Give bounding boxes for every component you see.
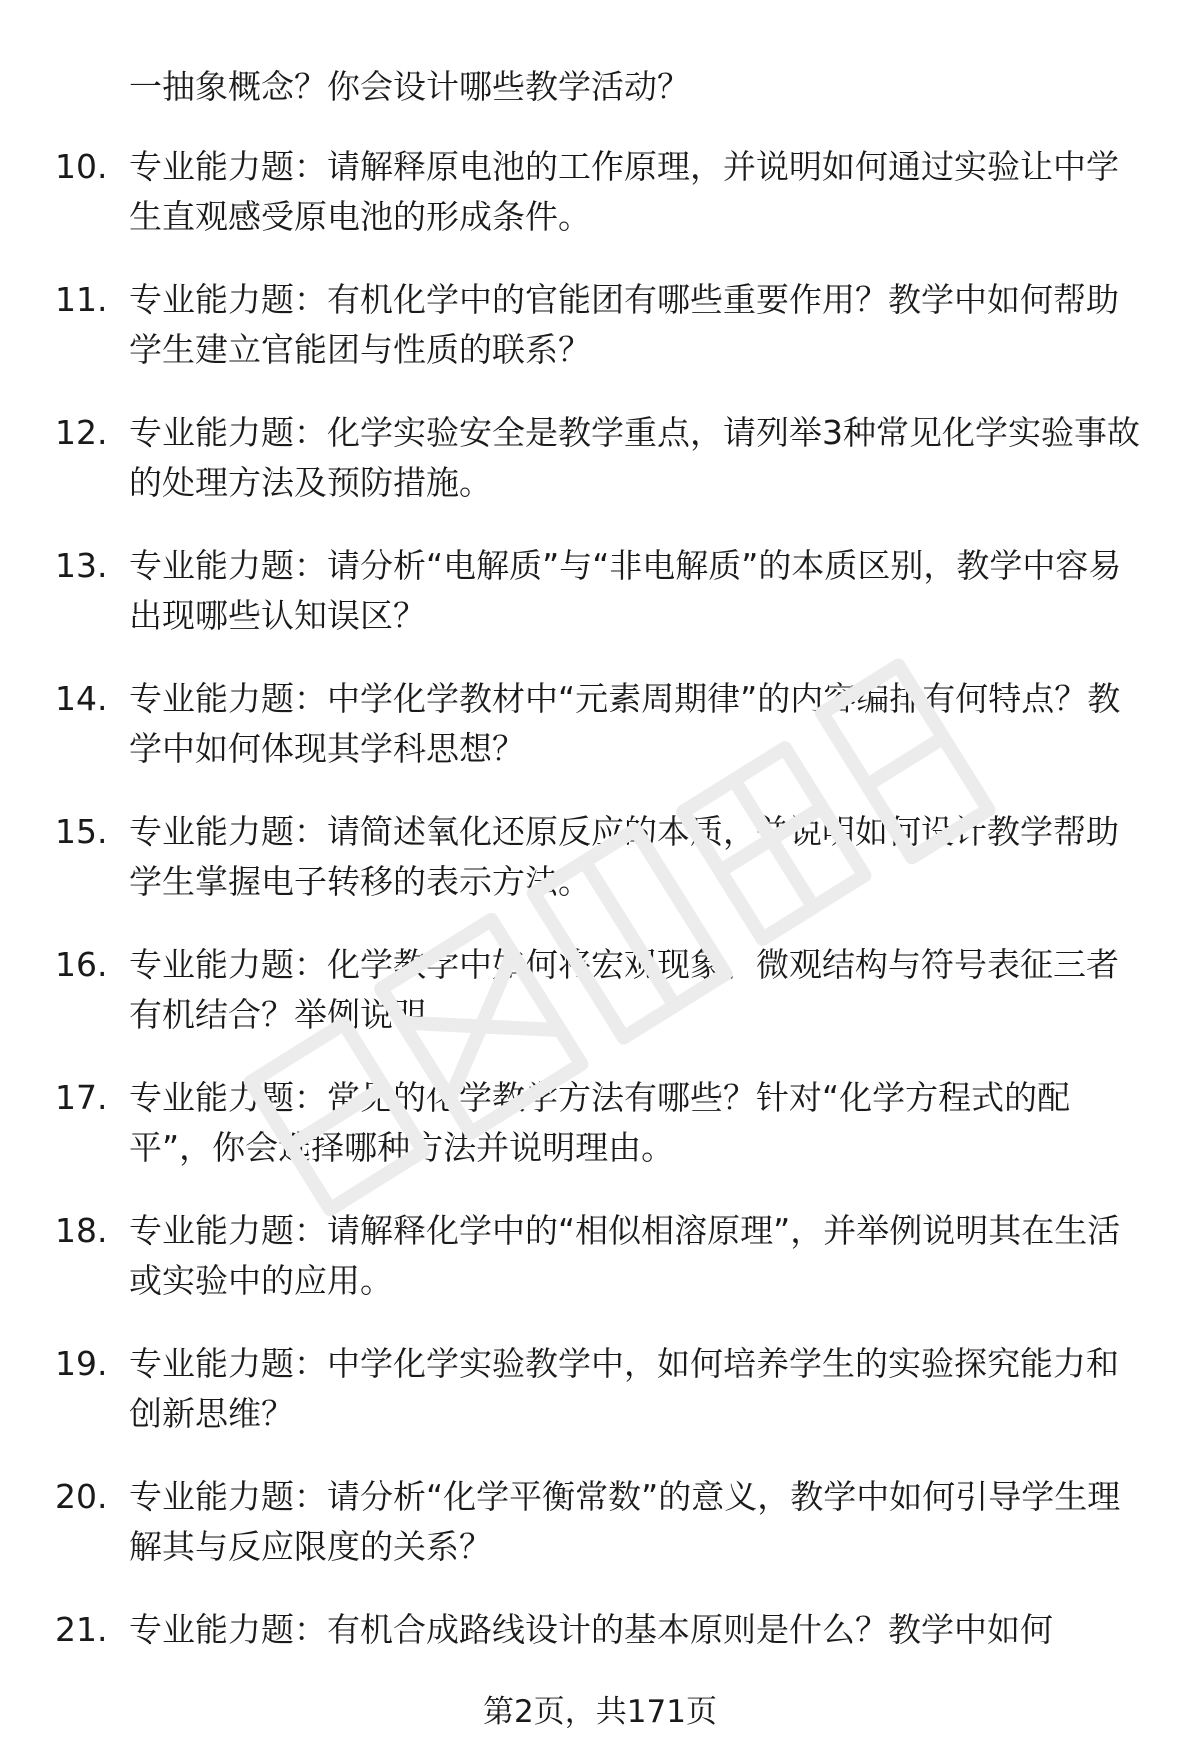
question-text: 专业能力题：有机合成路线设计的基本原则是什么？教学中如何 bbox=[129, 1610, 1053, 1649]
question-text: 专业能力题：化学实验安全是教学重点，请列举3种常见化学实验事故的处理方法及预防措施。 bbox=[129, 413, 1140, 502]
question-text: 专业能力题：请分析“电解质”与“非电解质”的本质区别，教学中容易出现哪些认知误区？ bbox=[129, 546, 1122, 635]
question-text: 专业能力题：化学教学中如何将宏观现象、微观结构与符号表征三者有机结合？举例说明。 bbox=[129, 945, 1119, 1034]
question-number: 17. bbox=[55, 1078, 108, 1117]
question-number: 20. bbox=[55, 1477, 108, 1516]
question-item bbox=[0, 541, 1200, 674]
question-number: 13. bbox=[55, 546, 108, 585]
question-number: 15. bbox=[55, 812, 108, 851]
question-item bbox=[0, 940, 1200, 1073]
question-text: 专业能力题：常见的化学教学方法有哪些？针对“化学方程式的配平”，你会选择哪种方法并说明理由。 bbox=[129, 1078, 1071, 1167]
question-number: 10. bbox=[55, 147, 108, 186]
page-footer: 第2页，共171页 bbox=[483, 1694, 717, 1730]
question-item bbox=[0, 807, 1200, 940]
question-number: 18. bbox=[55, 1211, 108, 1250]
question-number: 21. bbox=[55, 1610, 108, 1649]
question-text: 专业能力题：请解释原电池的工作原理，并说明如何通过实验让中学生直观感受原电池的形成条件。 bbox=[129, 147, 1119, 236]
question-number: 14. bbox=[55, 679, 108, 718]
question-text: 专业能力题：请简述氧化还原反应的本质，并说明如何设计教学帮助学生掌握电子转移的表示方法。 bbox=[129, 812, 1119, 901]
question-item bbox=[0, 1339, 1200, 1472]
question-list bbox=[0, 142, 1200, 1738]
question-item bbox=[0, 1472, 1200, 1605]
continuation-text: 一抽象概念？你会设计哪些教学活动？ bbox=[129, 67, 690, 106]
question-text: 专业能力题：请分析“化学平衡常数”的意义，教学中如何引导学生理解其与反应限度的关系？ bbox=[129, 1477, 1121, 1566]
question-item bbox=[0, 275, 1200, 408]
question-number: 16. bbox=[55, 945, 108, 984]
question-text: 专业能力题：中学化学实验教学中，如何培养学生的实验探究能力和创新思维？ bbox=[129, 1344, 1119, 1433]
question-number: 12. bbox=[55, 413, 108, 452]
question-text: 专业能力题：请解释化学中的“相似相溶原理”，并举例说明其在生活或实验中的应用。 bbox=[129, 1211, 1121, 1300]
question-number: 19. bbox=[55, 1344, 108, 1383]
question-text: 专业能力题：中学化学教材中“元素周期律”的内容编排有何特点？教学中如何体现其学科思想？ bbox=[129, 679, 1121, 768]
question-item bbox=[0, 674, 1200, 807]
question-text: 专业能力题：有机化学中的官能团有哪些重要作用？教学中如何帮助学生建立官能团与性质的联系？ bbox=[129, 280, 1119, 369]
question-item bbox=[0, 142, 1200, 275]
question-number: 11. bbox=[55, 280, 108, 319]
question-item bbox=[0, 1206, 1200, 1339]
question-item bbox=[0, 408, 1200, 541]
question-item bbox=[0, 1073, 1200, 1206]
